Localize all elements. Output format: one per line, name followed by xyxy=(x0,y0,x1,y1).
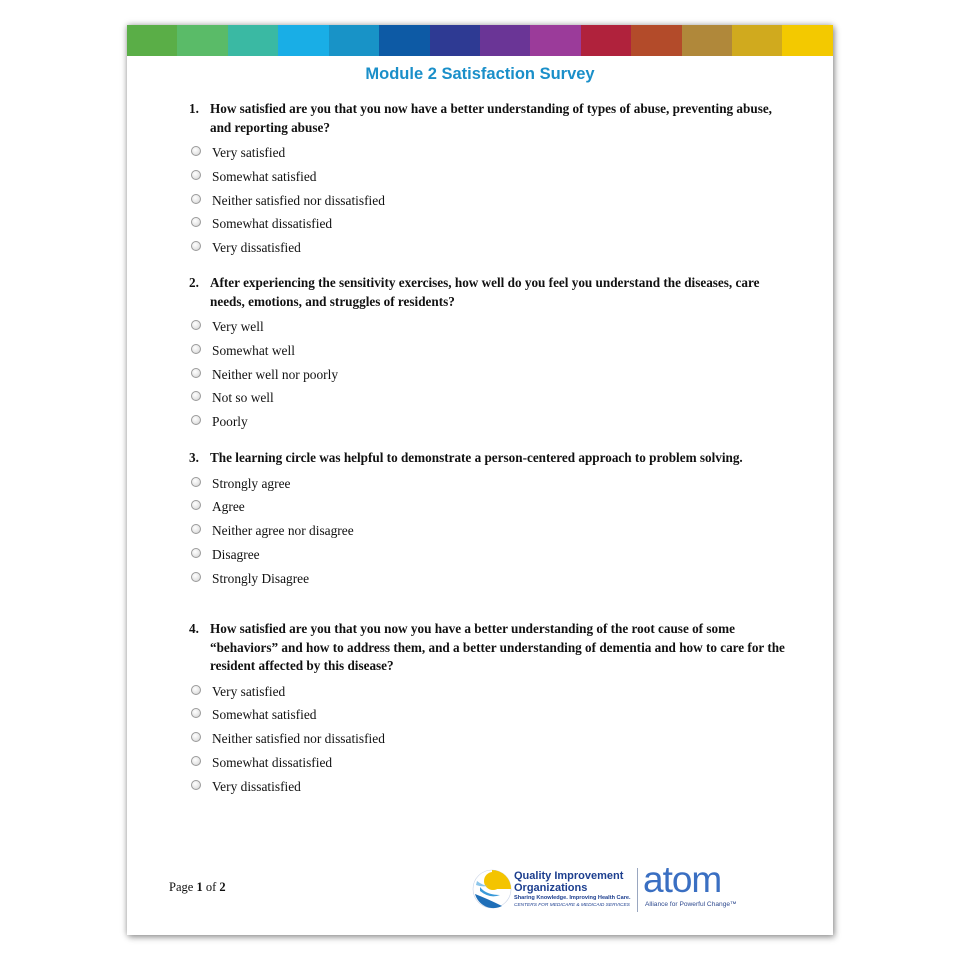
option-neutral[interactable] xyxy=(189,363,789,387)
option-very-dissatisfied[interactable] xyxy=(189,775,789,799)
color-swatch-8 xyxy=(480,25,530,56)
question-number: 3. xyxy=(189,450,199,465)
color-swatch-1 xyxy=(127,25,177,56)
option-label: Strongly agree xyxy=(212,475,291,491)
option-very-dissatisfied[interactable] xyxy=(189,236,789,260)
radio-button[interactable] xyxy=(191,708,201,718)
question-3 xyxy=(189,449,789,590)
option-label: Very satisfied xyxy=(212,683,286,699)
page-number: Page 1 of 2 xyxy=(169,880,226,894)
option-very-satisfied[interactable] xyxy=(189,141,789,165)
question-text: The learning circle was helpful to demonstrate a person-centered approach to problem solving. xyxy=(210,450,743,465)
option-neutral[interactable] xyxy=(189,519,789,543)
page-title: Module 2 Satisfaction Survey xyxy=(365,65,595,83)
option-label: Very satisfied xyxy=(212,145,286,160)
radio-button[interactable] xyxy=(191,170,201,180)
answer-options xyxy=(189,680,789,799)
color-swatch-3 xyxy=(228,25,278,56)
option-somewhat-dissatisfied[interactable] xyxy=(189,212,789,236)
option-somewhat-satisfied[interactable] xyxy=(189,165,789,189)
option-somewhat-satisfied[interactable] xyxy=(189,703,789,727)
option-not-so-well[interactable] xyxy=(189,386,789,410)
option-strongly-disagree[interactable] xyxy=(189,567,789,591)
radio-button[interactable] xyxy=(191,344,201,354)
option-label: Disagree xyxy=(212,546,260,562)
option-label: Neither well nor poorly xyxy=(212,366,339,382)
radio-button[interactable] xyxy=(191,548,201,558)
option-somewhat-dissatisfied[interactable] xyxy=(189,751,789,775)
color-swatch-14 xyxy=(782,25,832,56)
qio-emblem-icon xyxy=(472,869,512,909)
question-text: How satisfied are you that you now you have a better understanding of the root cause of some “behaviors” and how to address them, and a better understanding of dementia and how to care for the resident affected by this disease? xyxy=(210,621,785,673)
radio-button[interactable] xyxy=(191,780,201,790)
atom-wordmark: atom xyxy=(643,859,722,900)
qio-cms-line: CENTERS FOR MEDICARE & MEDICAID SERVICES xyxy=(514,903,630,908)
color-swatch-13 xyxy=(732,25,782,56)
question-text: After experiencing the sensitivity exercises, how well do you feel you understand the diseases, care needs, emotions, and struggles of residents? xyxy=(210,275,760,309)
qio-tagline: Sharing Knowledge. Improving Health Care. xyxy=(514,895,631,901)
answer-options xyxy=(189,315,789,434)
color-swatch-11 xyxy=(631,25,681,56)
option-label: Somewhat satisfied xyxy=(212,707,317,723)
option-label: Somewhat dissatisfied xyxy=(212,216,333,232)
option-label: Neither satisfied nor dissatisfied xyxy=(212,192,385,208)
question-number: 2. xyxy=(189,275,199,290)
radio-button[interactable] xyxy=(191,524,201,534)
radio-button[interactable] xyxy=(191,732,201,742)
option-agree[interactable] xyxy=(189,495,789,519)
option-label: Somewhat well xyxy=(212,342,295,358)
color-swatch-4 xyxy=(278,25,328,56)
color-stripe-banner xyxy=(127,25,833,56)
radio-button[interactable] xyxy=(191,500,201,510)
color-swatch-7 xyxy=(430,25,480,56)
color-swatch-9 xyxy=(530,25,580,56)
option-label: Neither agree nor disagree xyxy=(212,523,354,539)
question-1 xyxy=(189,100,789,260)
answer-options xyxy=(189,472,789,591)
option-label: Strongly Disagree xyxy=(212,570,310,586)
logo-divider xyxy=(637,868,638,912)
color-swatch-5 xyxy=(329,25,379,56)
qio-name: Quality Improvement Organizations xyxy=(514,870,624,894)
option-very-satisfied[interactable] xyxy=(189,680,789,704)
option-neutral[interactable] xyxy=(189,727,789,751)
option-label: Very dissatisfied xyxy=(212,240,301,256)
question-4 xyxy=(189,620,789,798)
radio-button[interactable] xyxy=(191,685,201,695)
question-number: 1. xyxy=(189,101,199,116)
option-very-well[interactable] xyxy=(189,315,789,339)
radio-button[interactable] xyxy=(191,194,201,204)
radio-button[interactable] xyxy=(191,217,201,227)
radio-button[interactable] xyxy=(191,391,201,401)
option-label: Somewhat satisfied xyxy=(212,168,317,184)
radio-button[interactable] xyxy=(191,241,201,251)
color-swatch-10 xyxy=(581,25,631,56)
color-swatch-12 xyxy=(682,25,732,56)
question-number: 4. xyxy=(189,621,199,636)
option-label: Not so well xyxy=(212,390,274,406)
option-label: Poorly xyxy=(212,414,248,430)
option-label: Very dissatisfied xyxy=(212,778,301,794)
color-swatch-6 xyxy=(379,25,429,56)
radio-button[interactable] xyxy=(191,146,201,156)
atom-tagline: Alliance for Powerful Change™ xyxy=(645,901,737,908)
option-strongly-agree[interactable] xyxy=(189,472,789,496)
radio-button[interactable] xyxy=(191,756,201,766)
answer-options xyxy=(189,141,789,260)
radio-button[interactable] xyxy=(191,572,201,582)
radio-button[interactable] xyxy=(191,477,201,487)
question-text: How satisfied are you that you now have a better understanding of types of abuse, preventing abuse, and reporting abuse? xyxy=(210,101,772,135)
option-somewhat-well[interactable] xyxy=(189,339,789,363)
option-label: Somewhat dissatisfied xyxy=(212,754,333,770)
radio-button[interactable] xyxy=(191,415,201,425)
question-2 xyxy=(189,274,789,434)
option-disagree[interactable] xyxy=(189,543,789,567)
radio-button[interactable] xyxy=(191,320,201,330)
color-swatch-2 xyxy=(177,25,227,56)
qio-logo xyxy=(472,867,637,915)
option-poorly[interactable] xyxy=(189,410,789,434)
option-neutral[interactable] xyxy=(189,189,789,213)
option-label: Very well xyxy=(212,319,264,334)
radio-button[interactable] xyxy=(191,368,201,378)
survey-page xyxy=(127,25,833,935)
option-label: Agree xyxy=(212,499,245,515)
option-label: Neither satisfied nor dissatisfied xyxy=(212,731,385,747)
atom-logo xyxy=(643,859,763,915)
